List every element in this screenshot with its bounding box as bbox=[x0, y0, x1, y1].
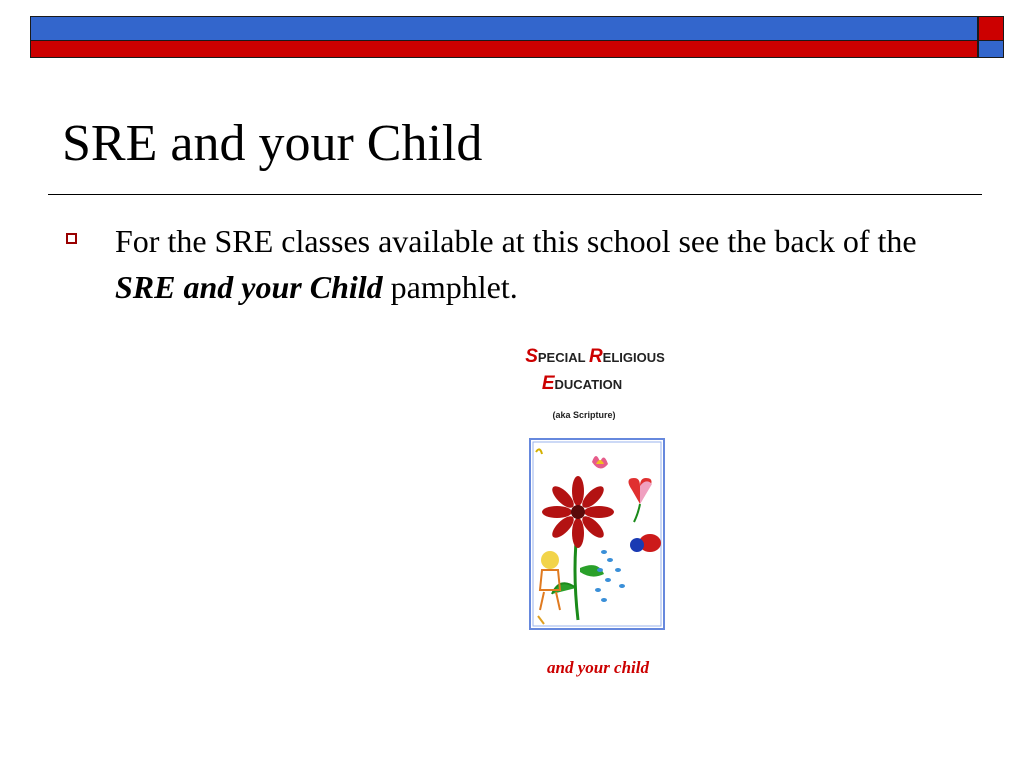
pamphlet-cap-r: R bbox=[588, 346, 603, 367]
pamphlet-word-education: DUCATION bbox=[554, 377, 623, 392]
bullet-text bbox=[115, 218, 965, 310]
top-decorative-band bbox=[30, 16, 1004, 58]
pamphlet-cap-e: E bbox=[541, 373, 555, 394]
svg-text:SPECIAL RELIGIOUS bbox=[525, 346, 665, 367]
band-blue-stripe bbox=[30, 16, 978, 41]
square-bullet-icon bbox=[66, 233, 77, 244]
pamphlet-subtitle: (aka Scripture) bbox=[552, 410, 616, 420]
slide-title: SRE and your Child bbox=[62, 115, 483, 172]
pamphlet-word-special: PECIAL bbox=[537, 350, 589, 365]
bullet-text-emphasis: SRE and your Child bbox=[115, 269, 383, 305]
pamphlet-image bbox=[500, 338, 700, 688]
band-red-square bbox=[978, 16, 1004, 41]
pamphlet-cap-s: S bbox=[525, 346, 538, 367]
title-divider bbox=[48, 194, 982, 195]
svg-text:EDUCATION bbox=[542, 373, 622, 394]
pamphlet-word-religious: ELIGIOUS bbox=[602, 350, 665, 365]
bullet-text-after: pamphlet. bbox=[382, 269, 518, 305]
band-blue-square bbox=[978, 41, 1004, 58]
bullet-text-before: For the SRE classes available at this school see the back of the bbox=[115, 223, 917, 259]
child-drawing-illustration bbox=[530, 439, 664, 629]
pamphlet-tagline: and your child bbox=[546, 658, 650, 677]
band-red-stripe bbox=[30, 41, 978, 58]
